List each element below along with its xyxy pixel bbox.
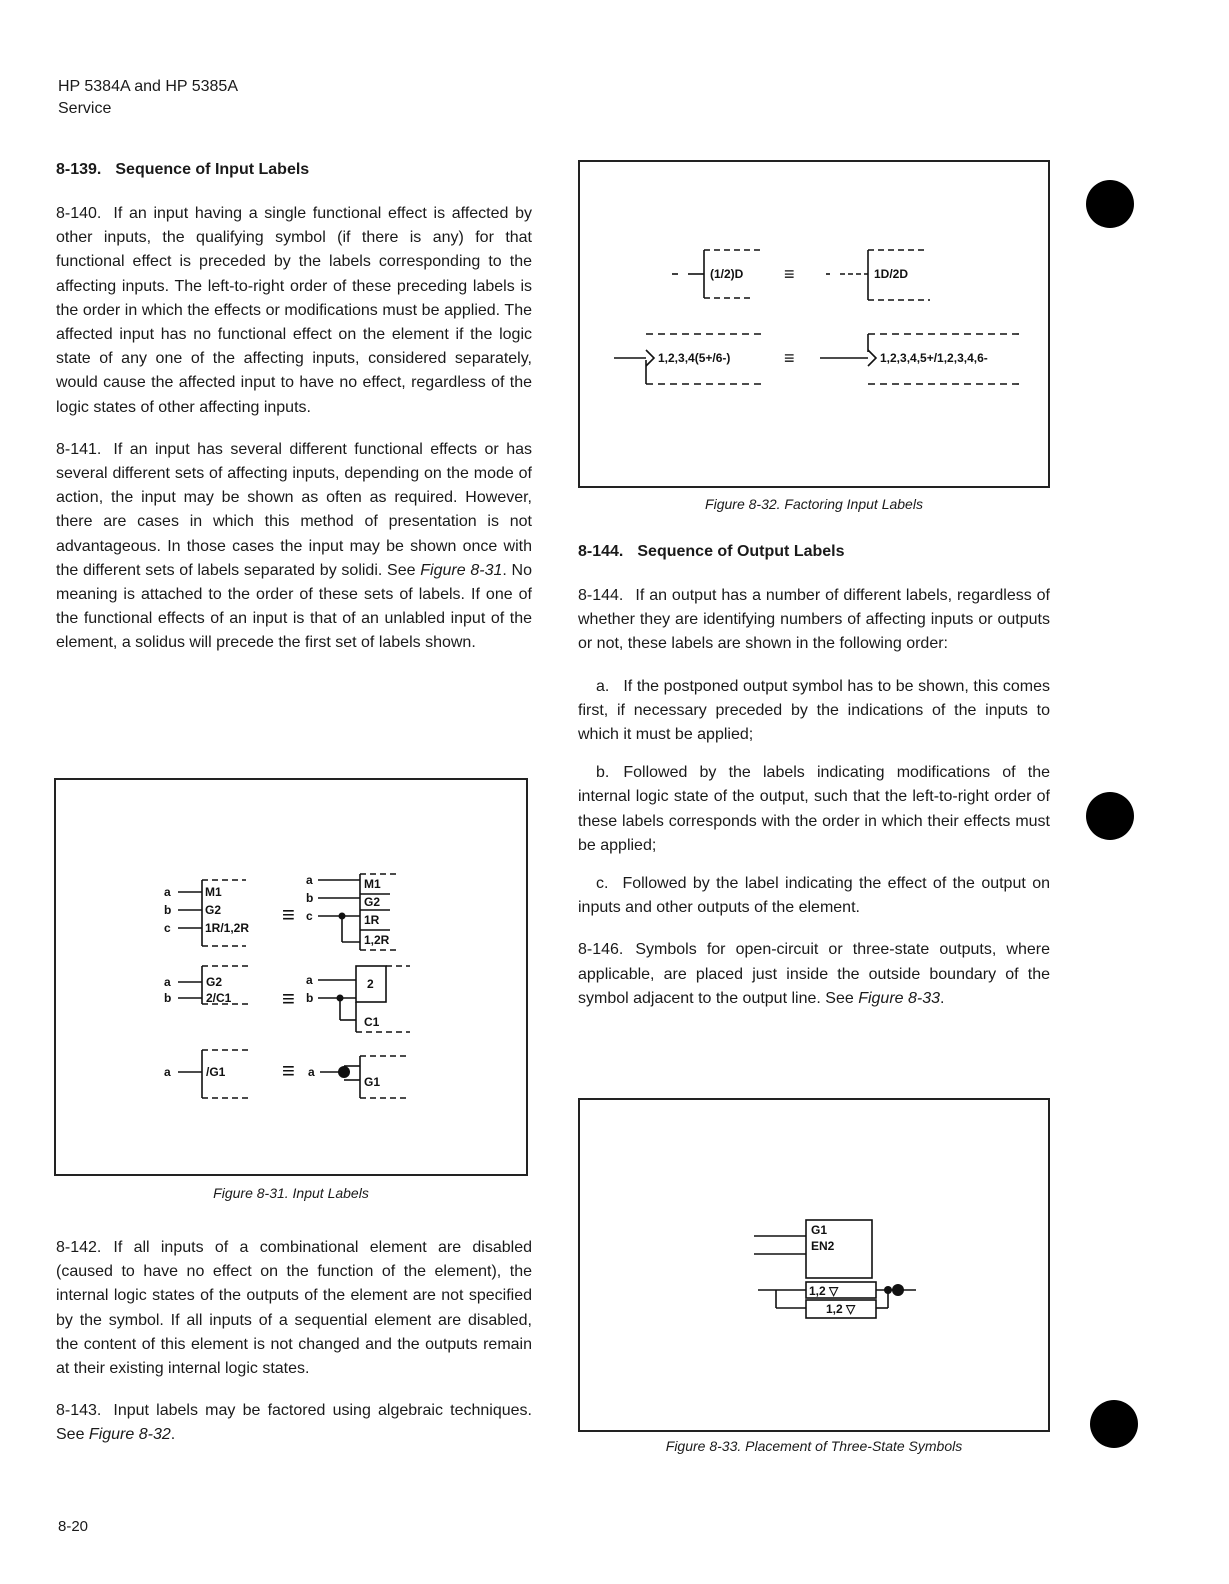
list-item-text: Followed by the labels indicating modifications of the internal logic state of the output, such that the left-to-right order of these labels corresponds with the order in which their effects must be applied; bbox=[578, 764, 1050, 854]
list-item-c bbox=[578, 872, 1050, 920]
paragraph-number: 8-143. bbox=[56, 1402, 102, 1420]
paragraph-8-141 bbox=[56, 438, 532, 656]
input-c: c bbox=[306, 909, 313, 923]
paragraph-text: If all inputs of a combinational element are disabled (caused to have no effect on the function of the element), the internal logic states of the outputs of the element are not specified by the symbol. If all inputs of a sequential element are disabled, the content of this element is not changed and the outputs remain at their existing internal logic states. bbox=[56, 1239, 532, 1378]
label-expanded: 1,2,3,4,5+/1,2,3,4,6- bbox=[880, 351, 988, 365]
input-c: c bbox=[164, 921, 171, 935]
label-three-state-2: 1,2 ▽ bbox=[826, 1302, 856, 1316]
paragraph-text: Input labels may be factored using algebraic techniques. See bbox=[56, 1402, 532, 1444]
input-a: a bbox=[308, 1065, 315, 1079]
label-g1: G1 bbox=[364, 1075, 381, 1089]
equivalence-symbol: ≡ bbox=[784, 348, 795, 368]
paragraph-number: 8-146. bbox=[578, 941, 624, 959]
label-g2: G2 bbox=[364, 895, 381, 909]
equivalence-symbol: ≡ bbox=[784, 264, 795, 284]
label-half-d: (1/2)D bbox=[710, 267, 744, 281]
header-subtitle: Service bbox=[58, 100, 112, 117]
label-1r: 1R bbox=[364, 913, 380, 927]
list-item-label: a. bbox=[596, 677, 610, 695]
figure-8-33-caption: Figure 8-33. Placement of Three-State Symbols bbox=[665, 1438, 963, 1454]
section-heading-8-139 bbox=[56, 158, 532, 182]
input-a: a bbox=[306, 973, 313, 987]
label-g1: G1 bbox=[811, 1223, 828, 1237]
paragraph-8-144 bbox=[578, 584, 1050, 657]
figure-8-32-diagram bbox=[580, 162, 1048, 486]
list-item-label: c. bbox=[596, 875, 609, 893]
figure-8-31 bbox=[54, 778, 528, 1176]
figure-8-33-diagram bbox=[580, 1100, 1048, 1430]
figure-8-31-caption: Figure 8-31. Input Labels bbox=[213, 1185, 369, 1201]
list-item-text: Followed by the label indicating the effect of the output on inputs and other outputs of the element. bbox=[578, 875, 1050, 917]
section-number: 8-139. bbox=[56, 161, 102, 178]
input-b: b bbox=[164, 991, 172, 1005]
list-item-label: b. bbox=[596, 764, 610, 782]
label-2: 2 bbox=[367, 977, 374, 991]
paragraph-text: If an input having a single functional effect is affected by other inputs, the qualifying symbol (if there is any) for that functional effect is preceded by the labels corresponding to the affecting inputs. The left-to-right order of these preceding labels is the order in which the effects or modifications must be applied. The affected input has no functional effect on the element if the logic state of any one of the affecting inputs, considered separately, would cause the affected input to have no effect, regardless of the logic states of other affecting inputs. bbox=[56, 205, 532, 416]
label-m1: M1 bbox=[205, 885, 222, 899]
section-heading-8-144 bbox=[578, 540, 1050, 564]
figure-reference: Figure 8-32 bbox=[88, 1426, 171, 1444]
paragraph-8-140 bbox=[56, 202, 532, 420]
list-item-b bbox=[578, 761, 1050, 858]
input-a: a bbox=[306, 873, 313, 887]
label-factored: 1,2,3,4(5+/6-) bbox=[658, 351, 731, 365]
paragraph-number: 8-140. bbox=[56, 205, 102, 222]
list-item-text: If the postponed output symbol has to be shown, this comes first, if necessary preceded by the indications of the inputs to which it must be applied; bbox=[578, 677, 1050, 744]
section-title: Sequence of Output Labels bbox=[637, 543, 845, 560]
paragraph-8-146 bbox=[578, 938, 1050, 1011]
paragraph-number: 8-142. bbox=[56, 1239, 102, 1256]
label-1d-2d: 1D/2D bbox=[874, 267, 909, 281]
paragraph-8-142 bbox=[56, 1236, 532, 1381]
paragraph-text: . bbox=[940, 989, 945, 1007]
input-b: b bbox=[164, 903, 172, 917]
section-title: Sequence of Input Labels bbox=[115, 161, 310, 178]
label-g2: G2 bbox=[205, 903, 222, 917]
paragraph-text: . bbox=[170, 1426, 176, 1444]
page-number: 8-20 bbox=[58, 1518, 89, 1535]
input-a: a bbox=[164, 885, 171, 899]
paragraph-number: 8-141. bbox=[56, 440, 102, 458]
figure-reference: Figure 8-33 bbox=[858, 989, 941, 1007]
right-column bbox=[578, 540, 1050, 1029]
label-c1: C1 bbox=[364, 1015, 380, 1029]
equivalence-symbol: ≡ bbox=[282, 986, 295, 1011]
figure-8-33 bbox=[578, 1098, 1050, 1432]
input-a: a bbox=[164, 975, 171, 989]
list-item-a bbox=[578, 675, 1050, 748]
header-title: HP 5384A and HP 5385A bbox=[58, 78, 238, 95]
figure-8-32 bbox=[578, 160, 1050, 488]
label-g1: /G1 bbox=[206, 1065, 226, 1079]
equivalence-symbol: ≡ bbox=[282, 902, 295, 927]
label-m1: M1 bbox=[364, 877, 381, 891]
input-b: b bbox=[306, 991, 314, 1005]
input-b: b bbox=[306, 891, 314, 905]
paragraph-text: . No meaning is attached to the order of these sets of labels. If one of the functional effects of an input is that of an unlabled input of the element, a solidus will precede the first set of labels shown. bbox=[56, 561, 533, 652]
label-three-state-1: 1,2 ▽ bbox=[809, 1284, 839, 1298]
figure-8-32-caption: Figure 8-32. Factoring Input Labels bbox=[705, 496, 923, 512]
binder-hole bbox=[1086, 792, 1134, 840]
paragraph-number: 8-144. bbox=[578, 587, 624, 604]
left-column-lower bbox=[56, 1236, 532, 1466]
paragraph-text: Symbols for open-circuit or three-state outputs, where applicable, are placed just inside the outside boundary of the symbol adjacent to the output line. See bbox=[578, 941, 1050, 1007]
label-g2: G2 bbox=[206, 975, 223, 989]
figure-8-31-diagram bbox=[56, 780, 526, 1174]
label-12r: 1,2R bbox=[364, 933, 390, 947]
page-header bbox=[58, 76, 238, 120]
paragraph-text: If an output has a number of different labels, regardless of whether they are identifying numbers of affecting inputs or outputs or not, these labels are shown in the following order: bbox=[578, 587, 1050, 653]
paragraph-8-143 bbox=[56, 1399, 532, 1447]
binder-hole bbox=[1090, 1400, 1138, 1448]
label-en2: EN2 bbox=[811, 1239, 835, 1253]
input-a: a bbox=[164, 1065, 171, 1079]
binder-hole bbox=[1086, 180, 1134, 228]
left-column bbox=[56, 158, 532, 674]
label-1r-12r: 1R/1,2R bbox=[205, 921, 250, 935]
section-number: 8-144. bbox=[578, 543, 624, 560]
paragraph-text: If an input has several different functional effects or has several different sets of affecting inputs, depending on the mode of action, the input may be shown as often as required. However, there are cases in which this method of presentation is not advantageous. In those cases the input may be shown once with the different sets of labels separated by solidi. See bbox=[56, 440, 532, 579]
equivalence-symbol: ≡ bbox=[282, 1058, 295, 1083]
figure-reference: Figure 8-31 bbox=[420, 561, 503, 579]
label-2-c1: 2/C1 bbox=[206, 991, 232, 1005]
